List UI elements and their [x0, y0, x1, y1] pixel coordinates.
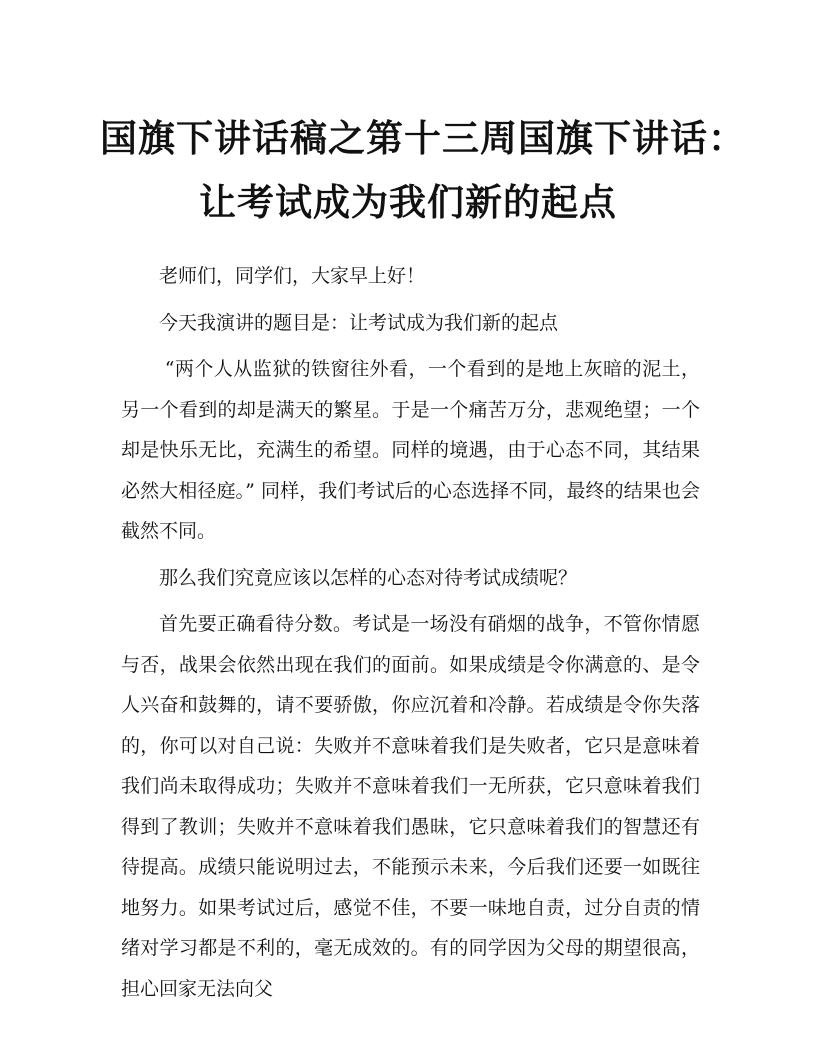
document-title-line-2: 让考试成为我们新的起点	[199, 180, 617, 224]
paragraph-greeting: 老师们，同学们，大家早上好！	[159, 265, 426, 287]
document-body	[121, 256, 700, 1015]
paragraph-question: 那么我们究竟应该以怎样的心态对待考试成绩呢？	[159, 566, 578, 589]
paragraph-topic: 今天我演讲的题目是：让考试成为我们新的起点	[159, 311, 559, 334]
paragraph-scores: 首先要正确看待分数。考试是一场没有硝烟的战争，不管你情愿与否，战果会依然出现在我们的面前。如果成绩是令你满意的、是令人兴奋和鼓舞的，请不要骄傲，你应沉着和冷静。若成绩是令你失落的，你可以对自己说：失败并不意味着我们是失败者，它只是意味着我们尚未取得成功；失败并不意味着我们一无所获，它只意味着我们得到了教训；失败并不意味着我们愚昧，它只意味着我们的智慧还有待提高。成绩只能说明过去，不能预示未来，今后我们还要一如既往地努力。如果考试过后，感觉不佳，不要一味地自责，过分自责的情绪对学习都是不利的，毫无成效的。有的同学因为父母的期望很高，担心回家无法向父	[121, 613, 700, 1000]
document-title-line-1: 国旗下讲话稿之第十三周国旗下讲话：	[100, 116, 746, 160]
paragraph-quote: “两个人从监狱的铁窗往外看，一个看到的是地上灰暗的泥土，另一个看到的却是满天的繁星。于是一个痛苦万分，悲观绝望；一个却是快乐无比，充满生的希望。同样的境遇，由于心态不同，其结果必然大相径庭。” 同样，我们考试后的心态选择不同，最终的结果也会截然不同。	[121, 358, 700, 542]
